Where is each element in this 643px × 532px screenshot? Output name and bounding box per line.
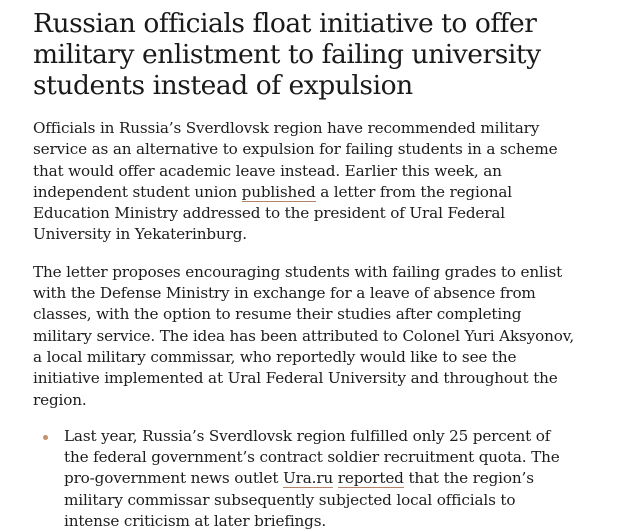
bullet-dot-icon	[43, 435, 48, 440]
article	[33, 8, 633, 532]
ura-ru-link[interactable]: Ura.ru	[282, 469, 334, 488]
bullet-list	[33, 426, 633, 532]
reported-link[interactable]: reported	[337, 469, 404, 488]
published-link[interactable]: published	[241, 182, 316, 201]
bullet-text-end: that the region’s military commissar subsequently subjected local officials to intense criticism at later briefings.	[64, 469, 534, 531]
headline: Russian officials float initiative to offer military enlistment to failing university students instead of expulsion	[33, 8, 541, 101]
intro-text-end: a letter from the regional Education Ministry addressed to the president of Ural Federal University in Yekaterinburg.	[33, 182, 512, 244]
list-item	[33, 426, 564, 532]
intro-paragraph	[33, 118, 568, 246]
letter-paragraph: The letter proposes encouraging students with failing grades to enlist with the Defense Ministry in exchange for a leave of absence from classes, with the option to resume their studies after completing military service. The idea has been attributed to Colonel Yuri Aksyonov, a local military commissar, who reportedly would like to see the initiative implemented at Ural Federal University and throughout the region.	[33, 262, 575, 409]
bullet-text-start: Last year, Russia’s Sverdlovsk region fulfilled only 25 percent of the federal government’s contract soldier recruitment quota. The pro-government news outlet	[64, 426, 560, 488]
intro-text-start: Officials in Russia’s Sverdlovsk region have recommended military service as an alternative to expulsion for failing students in a scheme that would offer academic leave instead. Earlier this week, an independent student union	[33, 119, 558, 201]
